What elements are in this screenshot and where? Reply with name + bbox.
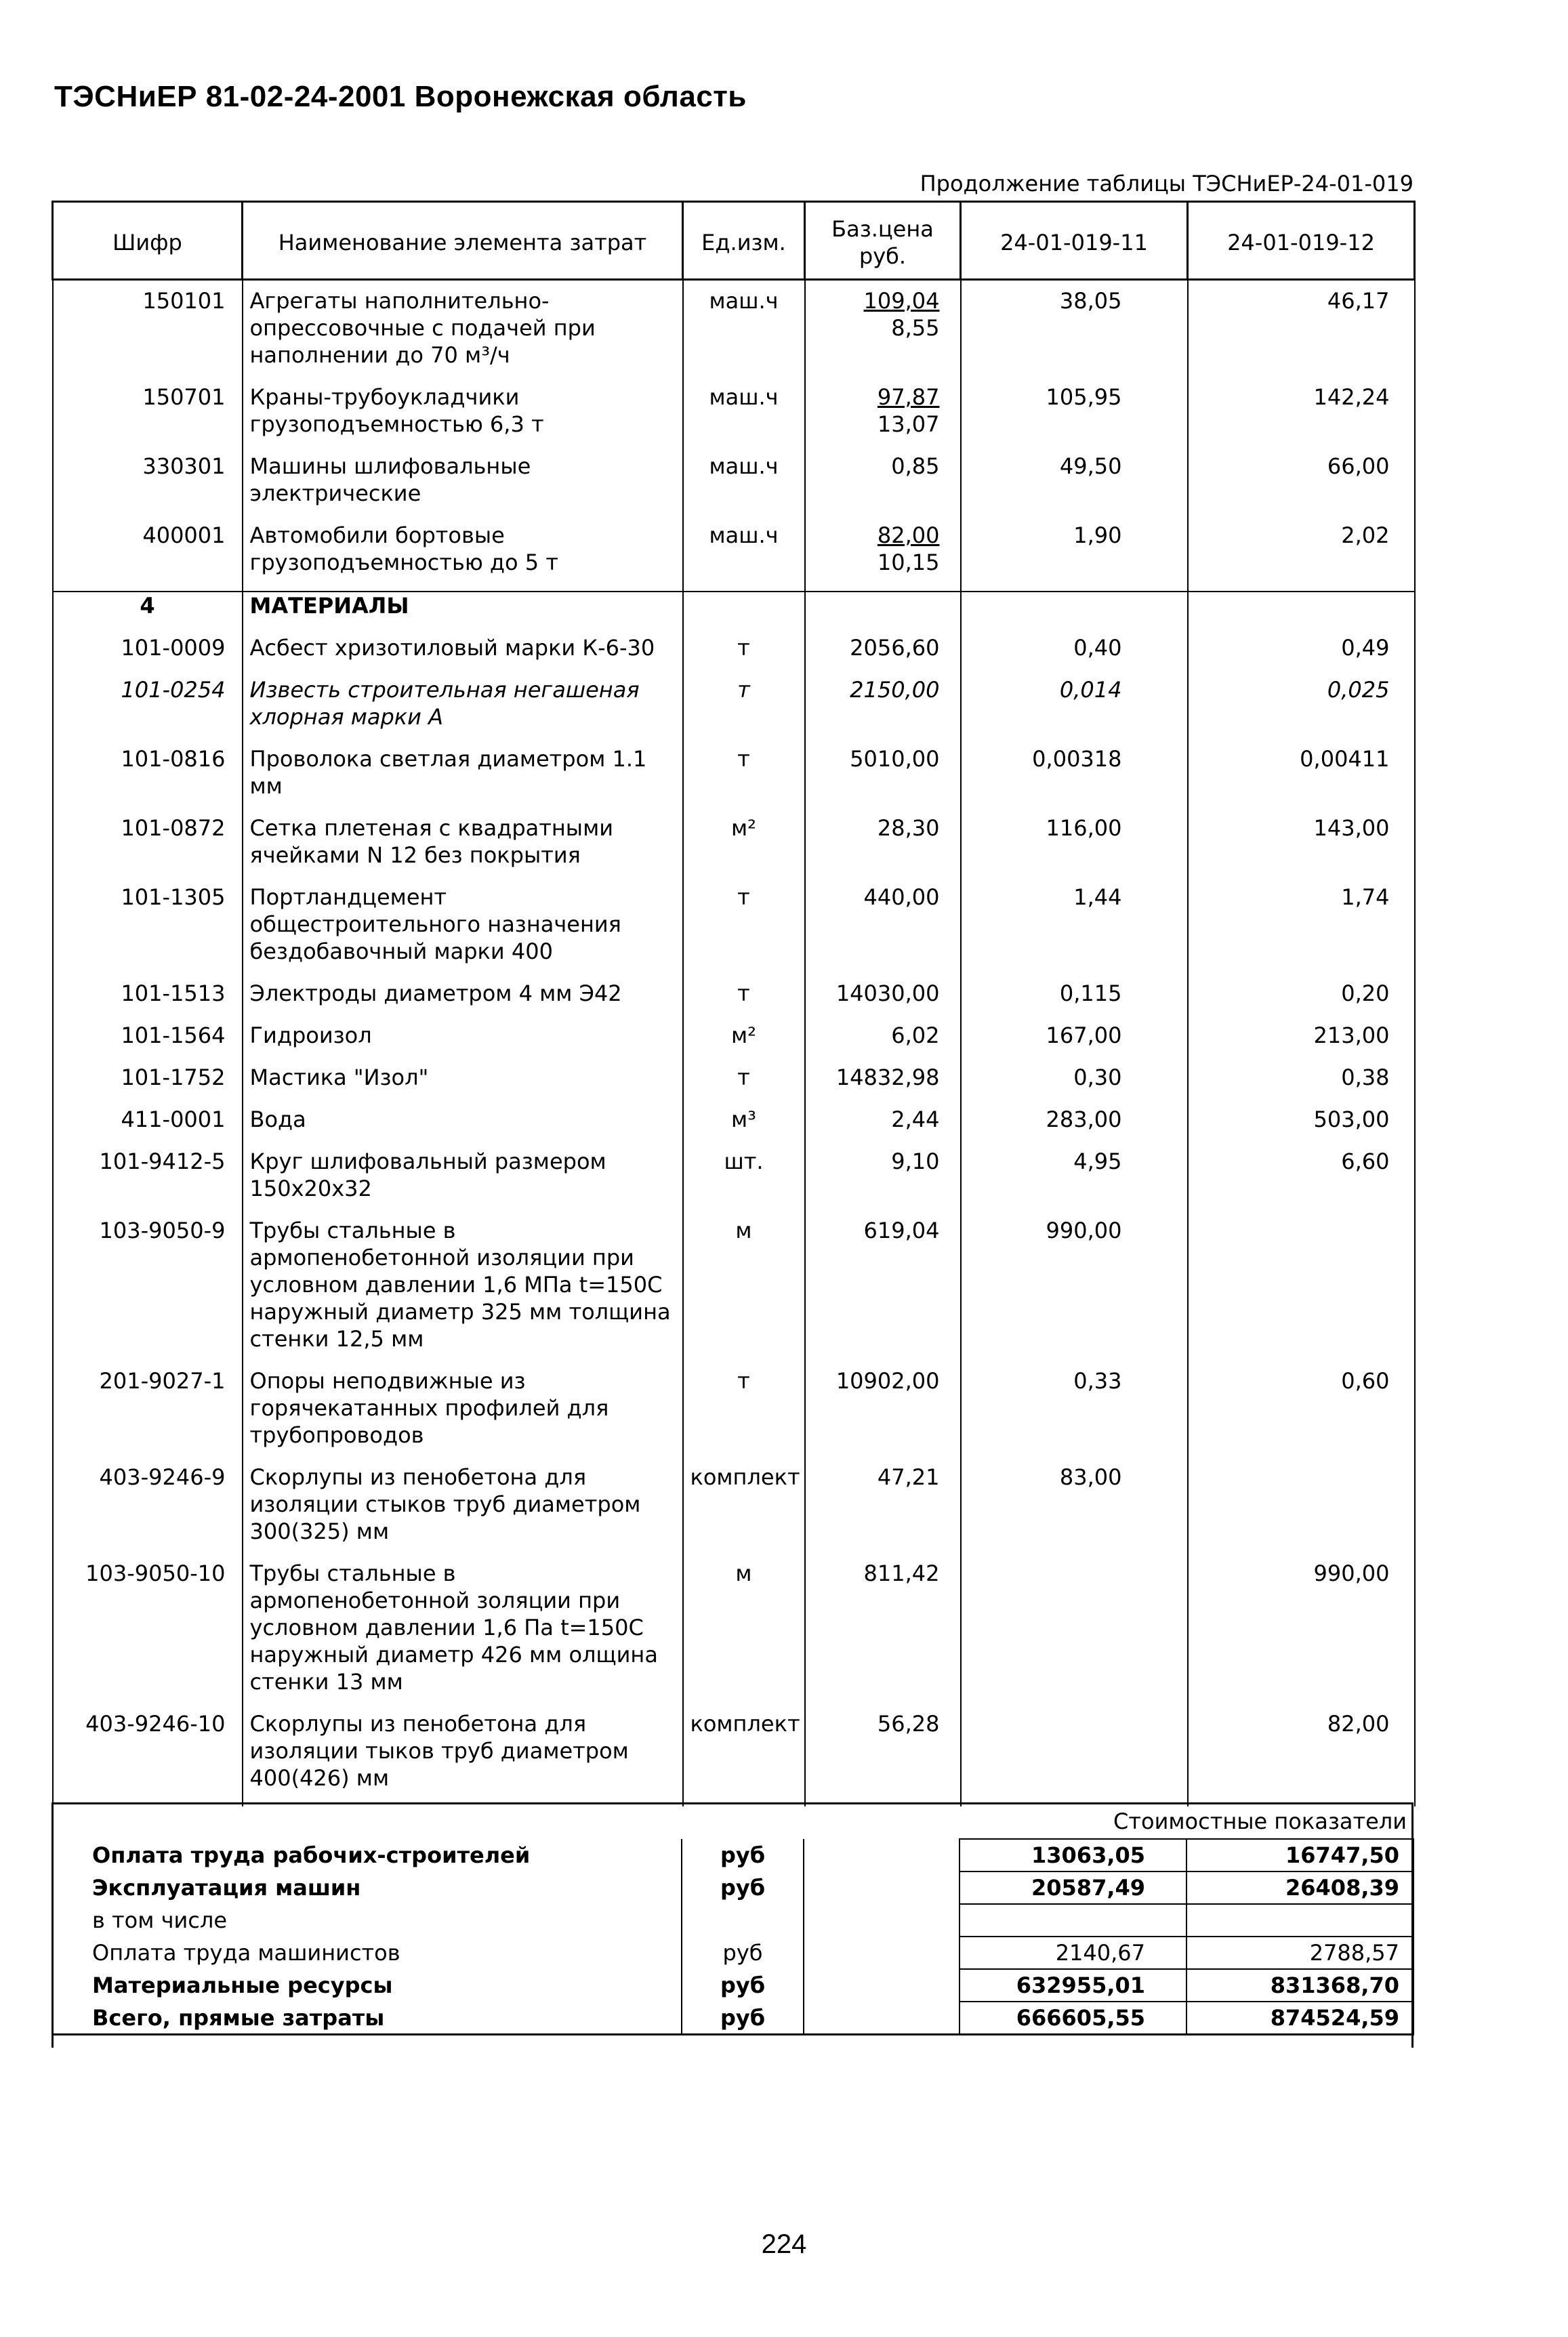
cell-v1 [961,1710,1188,1806]
cell-v2: 82,00 [1188,1710,1415,1806]
cell-code: 101-0254 [53,676,243,745]
summary-v1: 2140,67 [960,1937,1187,1969]
cell-v2: 2,02 [1188,522,1415,592]
col-header-v1: 24-01-019-11 [961,202,1188,280]
col-header-unit: Ед.изм. [683,202,805,280]
table-row [53,280,1415,384]
cost-summary-table [51,1802,1414,2035]
cell-unit: м³ [683,1106,805,1148]
cell-unit: т [683,884,805,980]
cell-v1 [961,1560,1188,1710]
summary-caption: Стоимостные показатели [960,1804,1414,1840]
cell-name: Гидроизол [243,1022,683,1064]
summary-v1: 632955,01 [960,1969,1187,2002]
cell-v2: 46,17 [1188,280,1415,384]
cell-price [805,280,961,384]
cell-v2: 66,00 [1188,453,1415,522]
cell-price [805,745,961,814]
summary-label: Оплата труда машинистов [92,1940,400,1966]
summary-v2: 2788,57 [1187,1937,1414,1969]
table-row [53,1106,1415,1148]
summary-row [51,1839,1414,1871]
cell-unit: маш.ч [683,384,805,453]
cell-unit: комплект [683,1464,805,1560]
price-value: 14832,98 [835,1064,940,1090]
cell-name: Вода [243,1106,683,1148]
cell-v2: 0,025 [1188,676,1415,745]
cell-unit: маш.ч [683,280,805,384]
cell-price [805,1560,961,1710]
table-row [53,676,1415,745]
cell-code: 103-9050-9 [53,1217,243,1367]
cell-name: Трубы стальные в армопенобетонной изоляции при условном давлении 1,6 МПа t=150С наружный диаметр 325 мм толщина стенки 12,5 мм [243,1217,683,1367]
summary-unit: руб [682,1839,804,1871]
summary-empty-price [804,1839,960,1871]
table-row [53,1217,1415,1367]
col-header-price: Баз.цена руб. [805,202,961,280]
summary-empty-price [804,1969,960,2002]
cell-price [805,1064,961,1106]
cell-v2: 213,00 [1188,1022,1415,1064]
table-row [53,634,1415,676]
table-row [53,522,1415,592]
cell-unit: маш.ч [683,453,805,522]
col-header-name: Наименование элемента затрат [243,202,683,280]
cell-unit: т [683,980,805,1022]
cell-v1: 4,95 [961,1148,1188,1217]
cell-v1: 38,05 [961,280,1188,384]
price-value: 47,21 [877,1464,940,1490]
table-row [53,745,1415,814]
cell-v1: 0,014 [961,676,1188,745]
table-body [53,280,1415,1807]
summary-empty-price [804,1904,960,1937]
cell-name: Сетка плетеная с квадратными ячейками N 12 без покрытия [243,814,683,884]
price-value: 619,04 [863,1218,940,1243]
cell-v1: 167,00 [961,1022,1188,1064]
cell-v2: 6,60 [1188,1148,1415,1217]
price-secondary: 10,15 [877,550,940,575]
cell-code: 101-9412-5 [53,1148,243,1217]
summary-label: Материальные ресурсы [92,1972,393,1998]
cell-code: 103-9050-10 [53,1560,243,1710]
cell-v2: 0,60 [1188,1367,1415,1464]
table-row [53,1148,1415,1217]
cell-name: Опоры неподвижные из горячекатанных профилей для трубопроводов [243,1367,683,1464]
table-row [53,1367,1415,1464]
summary-v2: 16747,50 [1187,1839,1414,1871]
cell-name: Краны-трубоукладчики грузоподъемностью 6,3 т [243,384,683,453]
summary-label: Эксплуатация машин [92,1875,361,1901]
table-row [53,980,1415,1022]
cell-v2: 0,00411 [1188,745,1415,814]
section-row [53,592,1415,634]
cell-name: Автомобили бортовые грузоподъемностью до 5 т [243,522,683,592]
document-title: ТЭСНиЕР 81-02-24-2001 Воронежская область [54,80,747,113]
page-number: 224 [761,2229,807,2259]
cell-unit: т [683,745,805,814]
summary-v2 [1187,1904,1414,1937]
cell-unit: т [683,634,805,676]
cell-code: 400001 [53,522,243,592]
summary-v2: 874524,59 [1187,2002,1414,2035]
cell-price [805,1710,961,1806]
summary-empty-price [804,1937,960,1969]
cell-code: 101-0872 [53,814,243,884]
cell-v1: 0,40 [961,634,1188,676]
cell-code: 101-1305 [53,884,243,980]
summary-label: Оплата труда рабочих-строителей [92,1842,531,1868]
cell-v1: 83,00 [961,1464,1188,1560]
cell-code: 101-1564 [53,1022,243,1064]
cell-code: 150701 [53,384,243,453]
summary-row [51,1969,1414,2002]
price-value: 2056,60 [850,635,940,661]
cell-v2: 0,20 [1188,980,1415,1022]
cell-unit: т [683,676,805,745]
resource-table [51,201,1416,1806]
cell-price [805,384,961,453]
price-value: 6,02 [891,1022,940,1048]
cell-unit: комплект [683,1710,805,1806]
summary-unit: руб [682,2002,804,2035]
cell-price [805,453,961,522]
cell-v1: 0,00318 [961,745,1188,814]
cell-name: Электроды диаметром 4 мм Э42 [243,980,683,1022]
cell-name: Портландцемент общестроительного назначения бездобавочный марки 400 [243,884,683,980]
price-value: 2,44 [891,1107,940,1132]
cell-v1: 1,44 [961,884,1188,980]
table-row [53,814,1415,884]
price-value: 14030,00 [835,980,940,1006]
summary-v1: 13063,05 [960,1839,1187,1871]
cell-price [805,1148,961,1217]
summary-label: Всего, прямые затраты [51,2002,682,2035]
cell-v2: 1,74 [1188,884,1415,980]
cell-v2: 142,24 [1188,384,1415,453]
summary-empty-price [804,1871,960,1904]
summary-row [51,1871,1414,1904]
cell-price [805,1217,961,1367]
table-row [53,1560,1415,1710]
summary-unit: руб [682,1871,804,1904]
summary-unit [682,1904,804,1937]
cell-price [805,676,961,745]
cell-unit: маш.ч [683,522,805,592]
cell-code: 403-9246-10 [53,1710,243,1806]
cell-v1: 0,30 [961,1064,1188,1106]
cell-v1: 1,90 [961,522,1188,592]
cell-unit: м² [683,1022,805,1064]
cell-v2: 990,00 [1188,1560,1415,1710]
col-header-v2: 24-01-019-12 [1188,202,1415,280]
cell-v2 [1188,1217,1415,1367]
cell-name: Машины шлифовальные электрические [243,453,683,522]
price-value: 440,00 [863,884,940,910]
cell-name: Круг шлифовальный размером 150x20x32 [243,1148,683,1217]
price-value: 56,28 [877,1711,940,1737]
cell-v1: 49,50 [961,453,1188,522]
summary-label: в том числе [92,1907,227,1933]
section-empty-cell [683,592,805,634]
table-continuation-caption: Продолжение таблицы ТЭСНиЕР-24-01-019 [920,171,1414,197]
cell-unit: м² [683,814,805,884]
cell-name: Скорлупы из пенобетона для изоляции стыков труб диаметром 300(325) мм [243,1464,683,1560]
price-value: 5010,00 [850,746,940,772]
cell-name: Агрегаты наполнительно-опрессовочные с подачей при наполнении до 70 м³/ч [243,280,683,384]
table-row [53,453,1415,522]
cell-unit: т [683,1064,805,1106]
summary-v2: 26408,39 [1187,1871,1414,1904]
cell-code: 201-9027-1 [53,1367,243,1464]
cell-code: 403-9246-9 [53,1464,243,1560]
price-value: 82,00 [877,522,940,548]
cell-price [805,634,961,676]
summary-row [51,1904,1414,1937]
price-value: 109,04 [863,288,940,314]
cell-v1: 0,115 [961,980,1188,1022]
cell-unit: м [683,1217,805,1367]
price-secondary: 13,07 [877,411,940,437]
table-row [53,1710,1415,1806]
table-row [53,1022,1415,1064]
cell-v1: 0,33 [961,1367,1188,1464]
table-header-row [53,202,1415,280]
cell-code: 101-1752 [53,1064,243,1106]
section-empty-cell [1188,592,1415,634]
cell-v2: 0,49 [1188,634,1415,676]
table-row [53,1064,1415,1106]
table-row [53,884,1415,980]
cell-v2: 143,00 [1188,814,1415,884]
cell-name: Скорлупы из пенобетона для изоляции тыков труб диаметром 400(426) мм [243,1710,683,1806]
cell-name: Мастика "Изол" [243,1064,683,1106]
price-value: 28,30 [877,815,940,841]
cell-price [805,980,961,1022]
table-row [53,384,1415,453]
summary-v1 [960,1904,1187,1937]
cell-v1: 990,00 [961,1217,1188,1367]
cell-unit: м [683,1560,805,1710]
cell-v1: 116,00 [961,814,1188,884]
price-secondary: 8,55 [891,315,940,341]
price-value: 811,42 [863,1560,940,1586]
section-empty-cell [961,592,1188,634]
summary-v1: 666605,55 [960,2002,1187,2035]
cell-code: 101-0816 [53,745,243,814]
cell-code: 101-1513 [53,980,243,1022]
cell-v2 [1188,1464,1415,1560]
cell-unit: т [683,1367,805,1464]
price-value: 97,87 [877,384,940,410]
cell-price [805,814,961,884]
cell-price [805,1464,961,1560]
price-value: 2150,00 [850,677,940,703]
cell-code: 101-0009 [53,634,243,676]
cell-name: Трубы стальные в армопенобетонной золяции при условном давлении 1,6 Па t=150С наружный диаметр 426 мм олщина стенки 13 мм [243,1560,683,1710]
cell-price [805,1022,961,1064]
cell-v2: 0,38 [1188,1064,1415,1106]
cell-code: 150101 [53,280,243,384]
cell-price [805,1106,961,1148]
summary-v2: 831368,70 [1187,1969,1414,2002]
summary-caption-row [51,1804,1414,1840]
price-value: 10902,00 [835,1368,940,1394]
col-header-code: Шифр [53,202,243,280]
summary-row [51,2002,1414,2035]
cell-name: Проволока светлая диаметром 1.1 мм [243,745,683,814]
price-value: 0,85 [891,453,940,479]
price-value: 9,10 [891,1149,940,1174]
cell-price [805,522,961,592]
cell-name: Известь строительная негашеная хлорная марки А [243,676,683,745]
section-number: 4 [53,592,243,634]
cell-v2: 503,00 [1188,1106,1415,1148]
cell-unit: шт. [683,1148,805,1217]
summary-unit: руб [682,1937,804,1969]
cell-price [805,884,961,980]
cell-v1: 283,00 [961,1106,1188,1148]
section-empty-cell [805,592,961,634]
cell-name: Асбест хризотиловый марки К-6-30 [243,634,683,676]
section-title: МАТЕРИАЛЫ [243,592,683,634]
cell-code: 330301 [53,453,243,522]
summary-row [51,1937,1414,1969]
cell-v1: 105,95 [961,384,1188,453]
summary-empty-price [804,2002,960,2035]
table-row [53,1464,1415,1560]
cell-code: 411-0001 [53,1106,243,1148]
summary-v1: 20587,49 [960,1871,1187,1904]
summary-unit: руб [682,1969,804,2002]
cell-price [805,1367,961,1464]
